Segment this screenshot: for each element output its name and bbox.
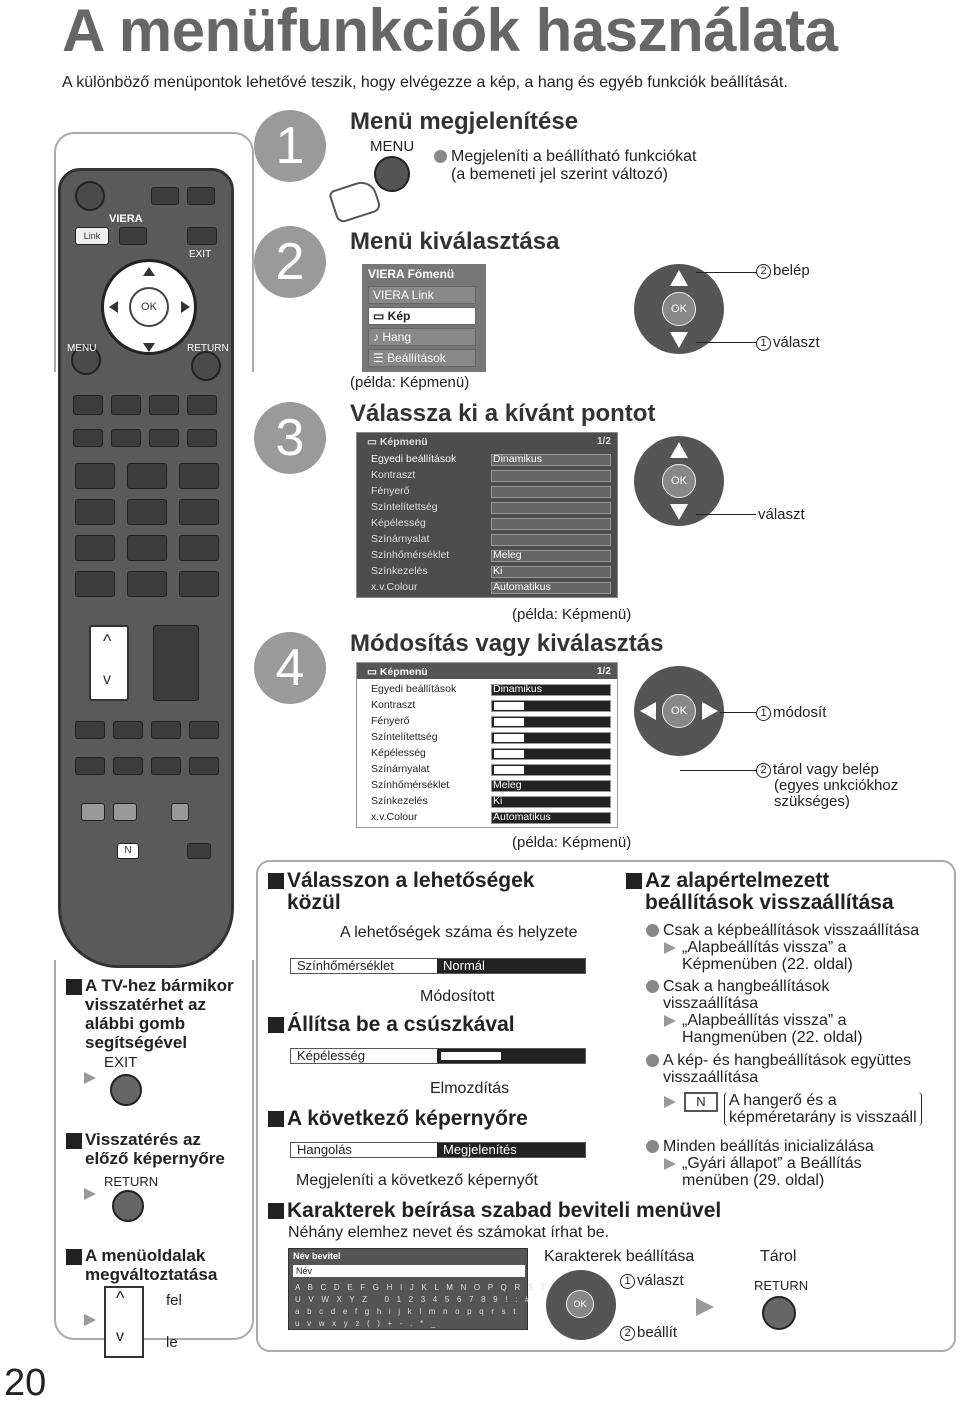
step-4-example: (példa: Képmenü)	[512, 834, 632, 851]
arrow-icon	[696, 1298, 714, 1316]
remote-key[interactable]	[187, 429, 217, 447]
step-number-3: 3	[254, 402, 326, 474]
number-key[interactable]	[127, 535, 167, 561]
menu-row-label[interactable]: Színárnyalat	[371, 763, 430, 775]
volume-rocker[interactable]	[153, 625, 199, 701]
tv-return-heading: A TV-hez bármikor visszatérhet az alábbi gomb segítségével	[66, 976, 246, 1052]
page-down-label: le	[166, 1334, 178, 1351]
menu-button-label: MENU	[370, 138, 415, 155]
menu-row-value	[491, 566, 611, 578]
menu-row-label[interactable]: Egyedi beállítások	[371, 683, 457, 695]
step-number-4: 4	[254, 632, 326, 704]
arrow-icon	[664, 1096, 676, 1108]
remote-ok-button[interactable]: OK	[129, 287, 169, 327]
nav-left-icon[interactable]	[109, 301, 118, 313]
menu-row-slider-fill	[494, 766, 524, 774]
menu-row-slider-fill	[494, 734, 524, 742]
menu-row-value-text: Meleg	[493, 779, 522, 791]
number-key[interactable]	[75, 571, 115, 597]
remote-key[interactable]	[73, 395, 103, 415]
reset-item-sound: Csak a hangbeállítások visszaállítása „Alapbeállítás vissza” a Hangmenüben (22. oldal)	[646, 978, 863, 1046]
chars-sub: Néhány elemhez nevet és számokat írhat be.	[288, 1224, 610, 1241]
return-button-label: RETURN	[104, 1174, 159, 1189]
number-key[interactable]	[179, 499, 219, 525]
next-desc: Megjeleníti a következő képernyőt	[296, 1172, 538, 1189]
nav-left-icon	[640, 702, 656, 720]
menu-row-label[interactable]: Fényerő	[371, 715, 410, 727]
menu-button-illustration[interactable]	[374, 156, 410, 192]
page-down-icon: v	[116, 1328, 124, 1345]
step-1-desc-2: (a bemeneti jel szerint változó)	[451, 166, 668, 183]
menu-row-label[interactable]: Színhőmérséklet	[371, 549, 450, 561]
kbd-title: Név bevitel	[293, 1251, 341, 1261]
menu-row-label[interactable]: Színkezelés	[371, 565, 428, 577]
main-menu-header: VIERA Főmenü	[368, 267, 455, 281]
channel-down-icon: v	[103, 671, 111, 688]
menu-row-label[interactable]: Képélesség	[371, 747, 426, 759]
n-button[interactable]: N	[117, 843, 139, 859]
exit-button[interactable]	[187, 227, 217, 245]
menu-row-value	[491, 796, 611, 808]
main-menu-item-picture[interactable]: ▭ Kép	[368, 307, 476, 325]
nav-up-icon	[670, 442, 688, 458]
remote-key[interactable]	[113, 803, 137, 821]
remote-key[interactable]	[149, 429, 179, 447]
arrow-icon	[84, 1314, 96, 1326]
reset-item-picture: Csak a képbeállítások visszaállítása „Alapbeállítás vissza” a Képmenüben (22. oldal)	[646, 922, 919, 973]
color-temp-value: Normál	[437, 959, 585, 973]
remote-key[interactable]	[75, 721, 105, 739]
menu-row-label[interactable]: Színtelítettség	[371, 501, 438, 513]
tuning-value: Megjelenítés	[437, 1143, 585, 1157]
menu-row-label[interactable]: Színkezelés	[371, 795, 428, 807]
menu-row-value-text: Automatikus	[493, 811, 551, 823]
ok-icon[interactable]: OK	[662, 292, 696, 326]
remote-key[interactable]	[187, 843, 211, 859]
menu-row-value-text: Automatikus	[493, 581, 551, 593]
menu-row-label[interactable]: Színhőmérséklet	[371, 779, 450, 791]
remote-key[interactable]	[189, 757, 219, 775]
step-3-select: választ	[758, 506, 805, 523]
kbd-row-3[interactable]: a b c d e f g h i j k l m n o p q r s t	[295, 1307, 519, 1316]
exit-button-illustration[interactable]	[110, 1074, 142, 1106]
remote-control	[58, 168, 234, 968]
step-number-2: 2	[254, 226, 326, 298]
step-4-modify: 1 módosít	[756, 704, 826, 721]
menu-row-value-text: Dinamikus	[493, 453, 543, 465]
exit-button-label: EXIT	[104, 1054, 138, 1071]
menu-row-slider-fill	[494, 718, 524, 726]
menu-title: ▭ Képmenü	[367, 436, 428, 448]
step-4-title: Módosítás vagy kiválasztás	[350, 630, 664, 657]
page-title: A menüfunkciók használata	[62, 0, 838, 64]
menu-row-label[interactable]: Kontraszt	[371, 469, 416, 481]
back-heading: Visszatérés az előző képernyőre	[66, 1130, 225, 1168]
chars-heading: Karakterek beírása szabad beviteli menüvel	[268, 1200, 721, 1222]
nav-right-icon	[702, 702, 718, 720]
page-up-icon: ^	[116, 1288, 125, 1308]
sharpness-bar[interactable]: Képélesség	[290, 1048, 586, 1064]
next-heading: A következő képernyőre	[268, 1108, 528, 1130]
slider-heading: Állítsa be a csúszkával	[268, 1014, 515, 1036]
step-1-desc: Megjeleníti a beállítható funkciókat	[434, 148, 696, 166]
step-4-store: 2 tárol vagy belép (egyes unkciókhoz szükséges)	[756, 762, 898, 810]
number-key[interactable]	[179, 463, 219, 489]
menu-row-value	[491, 486, 611, 498]
picture-menu-step3	[356, 432, 618, 598]
return-button-chars[interactable]	[762, 1296, 796, 1330]
nav-pad-step2[interactable]	[634, 264, 724, 354]
step-2-select: 1 választ	[756, 334, 820, 351]
nav-up-icon	[670, 270, 688, 286]
number-key[interactable]	[127, 499, 167, 525]
menu-row-value	[491, 534, 611, 546]
remote-key[interactable]	[151, 721, 181, 739]
kbd-row-4[interactable]: u v w x y z ( ) + - . * _	[295, 1319, 438, 1328]
remote-key[interactable]	[171, 803, 189, 821]
step-2-enter: 2 belép	[756, 262, 810, 279]
remote-top-button-2[interactable]	[187, 187, 215, 205]
nav-down-icon[interactable]	[143, 343, 155, 352]
kbd-row-1[interactable]: A B C D E F G H I J K L M N O P Q R S T	[295, 1283, 549, 1292]
page-change-heading: A menüoldalak megváltoztatása	[66, 1246, 217, 1284]
step-2-example: (példa: Képmenü)	[350, 374, 470, 391]
remote-key[interactable]	[189, 721, 219, 739]
leader-line	[680, 770, 756, 771]
menu-row-label[interactable]: Színtelítettség	[371, 731, 438, 743]
options-heading: Válasszon a lehetőségek közül	[268, 870, 534, 914]
page-number: 20	[4, 1362, 47, 1404]
color-temp-bar[interactable]: Színhőmérséklet Normál	[290, 958, 586, 974]
leader-line	[696, 514, 756, 515]
intro-text: A különböző menüpontok lehetővé teszik, hogy elvégezze a kép, a hang és egyéb funkciók beállítását.	[62, 74, 788, 91]
options-changed: Módosított	[420, 988, 495, 1005]
number-key[interactable]	[75, 535, 115, 561]
number-key[interactable]	[179, 571, 219, 597]
remote-key[interactable]	[111, 429, 141, 447]
step-number-1: 1	[254, 110, 326, 182]
menu-row-value-text: Meleg	[493, 549, 522, 561]
options-note: A lehetőségek száma és helyzete	[340, 924, 578, 941]
remote-key[interactable]	[149, 395, 179, 415]
leader-line	[696, 272, 756, 273]
reset-both-note: A hangerő és a képméretarány is visszaáll	[724, 1092, 922, 1126]
step-1-title: Menü megjelenítése	[350, 108, 579, 135]
chars-set: 2 beállít	[620, 1324, 677, 1341]
number-key[interactable]	[75, 499, 115, 525]
menu-row-label[interactable]: Fényerő	[371, 485, 410, 497]
power-button[interactable]	[75, 181, 105, 211]
menu-row-label[interactable]: x.v.Colour	[371, 581, 418, 593]
nav-up-icon[interactable]	[143, 267, 155, 276]
remote-key[interactable]	[113, 757, 143, 775]
arrow-icon	[84, 1072, 96, 1084]
menu-row-label[interactable]: Egyedi beállítások	[371, 453, 457, 465]
nav-right-icon[interactable]	[181, 301, 190, 313]
leader-line	[720, 712, 756, 713]
chars-set-label: Karakterek beállítása	[544, 1248, 695, 1265]
ok-icon[interactable]: OK	[662, 464, 696, 498]
main-menu-item-setup[interactable]: ☰ Beállítások	[368, 349, 476, 367]
slider-track	[437, 1049, 585, 1063]
nav-pad-step3[interactable]	[634, 436, 724, 526]
remote-key[interactable]	[75, 757, 105, 775]
number-key[interactable]	[127, 463, 167, 489]
step-2-title: Menü kiválasztása	[350, 228, 560, 255]
nav-down-icon	[670, 332, 688, 348]
menu-page: 1/2	[597, 666, 611, 677]
menu-row-label[interactable]: x.v.Colour	[371, 811, 418, 823]
menu-row-value-text: Ki	[493, 565, 503, 577]
remote-key[interactable]	[81, 803, 105, 821]
nav-pad-chars[interactable]	[546, 1270, 616, 1340]
menu-row-value	[491, 518, 611, 530]
menu-page: 1/2	[597, 436, 611, 447]
menu-row-value-text: Ki	[493, 795, 503, 807]
picture-menu-step4	[356, 662, 618, 828]
number-key[interactable]	[75, 463, 115, 489]
slider-moved: Elmozdítás	[430, 1080, 510, 1097]
remote-key[interactable]	[187, 395, 217, 415]
remote-key[interactable]	[151, 757, 181, 775]
menu-title: ▭ Képmenü	[367, 666, 428, 678]
page-up-label: fel	[166, 1292, 182, 1309]
hand-pointer-icon	[328, 178, 382, 225]
menu-row-label[interactable]: Képélesség	[371, 517, 426, 529]
remote-key[interactable]	[73, 429, 103, 447]
ok-icon[interactable]: OK	[566, 1290, 594, 1318]
viera-link-button[interactable]: Link	[75, 227, 109, 245]
viera-logo: VIERA	[109, 213, 143, 225]
main-menu-item-viera-link[interactable]: VIERA Link	[368, 286, 476, 304]
exit-label: EXIT	[189, 249, 212, 260]
menu-row-slider-fill	[494, 702, 524, 710]
menu-row-slider-fill	[494, 750, 524, 758]
menu-row-label[interactable]: Kontraszt	[371, 699, 416, 711]
step-3-example: (példa: Képmenü)	[512, 606, 632, 623]
chars-select: 1 választ	[620, 1272, 684, 1289]
leader-line	[696, 342, 756, 343]
n-button-illustration[interactable]: N	[684, 1092, 718, 1112]
store-label: Tárol	[760, 1248, 797, 1265]
reset-heading: Az alapértelmezett beállítások visszaállítása	[626, 870, 894, 914]
step-3-title: Válassza ki a kívánt pontot	[350, 400, 656, 427]
return-label: RETURN	[187, 343, 229, 354]
reset-item-all: Minden beállítás inicializálása „Gyári állapot” a Beállítás menüben (29. oldal)	[646, 1138, 874, 1189]
menu-row-value-text: Dinamikus	[493, 683, 543, 695]
nav-pad-step4[interactable]	[634, 666, 724, 756]
remote-button-a[interactable]	[119, 227, 147, 245]
main-menu	[362, 264, 486, 372]
nav-down-icon	[670, 504, 688, 520]
return-label-chars: RETURN	[754, 1278, 809, 1293]
menu-label: MENU	[67, 343, 97, 354]
remote-key[interactable]	[113, 721, 143, 739]
remote-top-button-1[interactable]	[151, 187, 179, 205]
channel-up-icon: ^	[103, 631, 112, 651]
name-input-keyboard	[288, 1248, 549, 1330]
return-button-illustration[interactable]	[112, 1190, 144, 1222]
menu-row-value	[491, 470, 611, 482]
number-key[interactable]	[179, 535, 219, 561]
number-key[interactable]	[127, 571, 167, 597]
main-menu-item-sound[interactable]: ♪ Hang	[368, 328, 476, 346]
menu-row-label[interactable]: Színárnyalat	[371, 533, 430, 545]
kbd-field[interactable]: Név	[293, 1265, 525, 1277]
return-button[interactable]	[191, 351, 221, 381]
bullet-icon	[434, 150, 447, 163]
kbd-row-2[interactable]: U V W X Y Z 0 1 2 3 4 5 6 7 8 9 ! : #	[295, 1295, 533, 1304]
arrow-icon	[84, 1188, 96, 1200]
remote-key[interactable]	[111, 395, 141, 415]
tuning-bar[interactable]: Hangolás Megjelenítés	[290, 1142, 586, 1158]
reset-item-both: A kép- és hangbeállítások együttes visszaállítása	[646, 1052, 911, 1086]
ok-icon[interactable]: OK	[662, 694, 696, 728]
menu-row-value	[491, 502, 611, 514]
